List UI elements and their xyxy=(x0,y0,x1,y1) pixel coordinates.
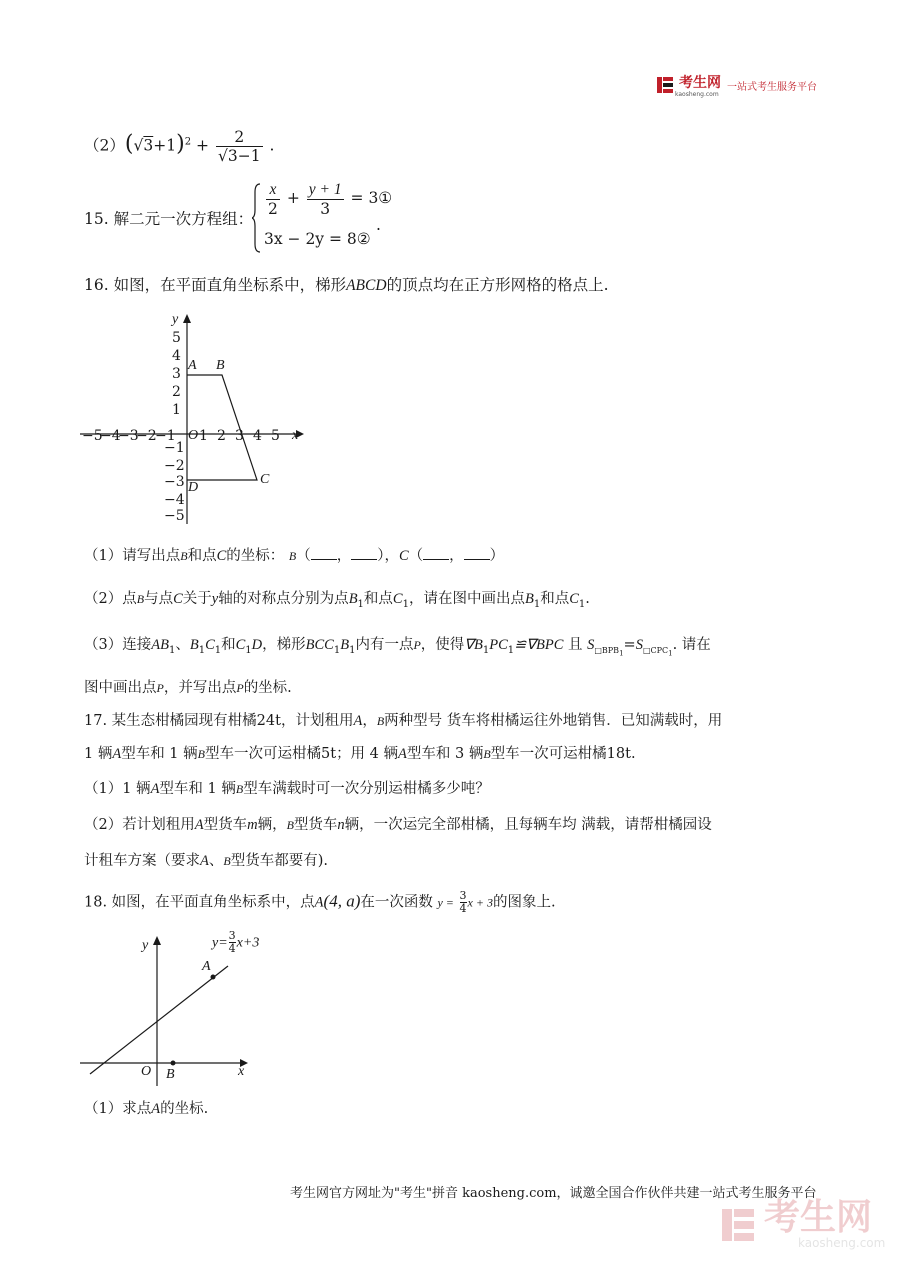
q18-stem: 18. 如图，在平面直角坐标系中，点A(4, a)在一次函数 y = $\frac{3}{4}$ x + 3的图象上. xyxy=(84,889,556,915)
watermark-name: 考生网 xyxy=(764,1197,873,1238)
g16-ytick: −1 xyxy=(164,440,185,456)
g16-xtick: 4 xyxy=(253,428,262,444)
g16-ytick: 4 xyxy=(172,348,181,364)
g18-point-A: A xyxy=(202,959,211,974)
g18-function-label: y= $\frac{3}{4}$ x+3 xyxy=(212,929,260,955)
header-slogan: 一站式考生服务平台 xyxy=(727,81,817,93)
q17-part2-line2: 计租车方案（要求A、B型货车都要有). xyxy=(84,853,328,869)
g18-point-B: B xyxy=(166,1067,175,1082)
g16-xtick: −3 xyxy=(118,428,139,444)
g16-y-label: y xyxy=(172,312,179,327)
g16-xtick: −1 xyxy=(155,428,176,444)
g16-ytick: −3 xyxy=(164,474,185,490)
q17-line1: 17. 某生态柑橘园现有柑橘24t，计划租用A，B两种型号 货车将柑橘运往外地销售．已知满载时，用 xyxy=(84,713,723,729)
q16-part1: （1）请写出点B和点C的坐标： B（ ， ），C（ ， ） xyxy=(84,545,504,567)
q14-part2: $(2)(√3+1)^2$ + $\frac{2}{√3-1}$ . xyxy=(84,128,275,165)
g16-point-D: D xyxy=(188,480,199,495)
q16-graph-labels xyxy=(78,310,310,528)
watermark-domain: kaosheng.com xyxy=(798,1236,886,1250)
watermark xyxy=(718,1197,886,1250)
g16-xtick: 2 xyxy=(217,428,226,444)
g16-xtick: 3 xyxy=(235,428,244,444)
g18-origin: O xyxy=(141,1064,152,1079)
brace-icon xyxy=(252,182,262,254)
g16-xtick: 1 xyxy=(199,428,208,444)
logo-domain: kaosheng.com xyxy=(675,91,719,98)
g16-x-label: x xyxy=(292,428,299,443)
g16-point-A: A xyxy=(188,358,197,373)
g16-point-B: B xyxy=(216,358,225,373)
g16-ytick: 3 xyxy=(172,366,181,382)
q16-part2: （2）点B与点C关于y轴的对称点分别为点$B_1$和点$C_1$，请在图中画出点$B_1$和点$C_1$. xyxy=(84,591,590,610)
g16-xtick: 5 xyxy=(271,428,280,444)
q17-line2: 1 辆A型车和 1 辆B型车一次可运柑橘5t；用 4 辆A型车和 3 辆B型车一次可运柑橘18t. xyxy=(84,746,636,762)
page-footer: 考生网官方网址为"考生"拼音 kaosheng.com，诚邀全国合作伙伴共建一站式考生服务平台 xyxy=(290,1186,817,1201)
logo-name: 考生网 xyxy=(679,75,721,91)
g16-point-C: C xyxy=(260,472,270,487)
q16-part3-line2: 图中画出点P，并写出点P的坐标. xyxy=(84,680,292,696)
q18-graph-labels xyxy=(78,928,278,1088)
g18-x-label: x xyxy=(238,1064,245,1079)
kaosheng-logo-icon xyxy=(655,75,675,95)
g16-xtick: −5 xyxy=(82,428,103,444)
q15: 15. 解二元一次方程组： xyxy=(84,210,254,228)
header-logo xyxy=(655,72,817,98)
watermark-logo-icon xyxy=(718,1205,758,1245)
g16-xtick: −2 xyxy=(136,428,157,444)
g16-ytick: 2 xyxy=(172,384,181,400)
q16-stem: 16. 如图，在平面直角坐标系中，梯形ABCD的顶点均在正方形网格的格点上. xyxy=(84,276,609,294)
g16-origin: O xyxy=(188,428,199,443)
q18-part1: （1）求点A的坐标. xyxy=(84,1101,209,1117)
g16-ytick: 5 xyxy=(172,330,181,346)
q16-part3: （3）连接$AB_1$、$B_1C_1$和$C_1D$，梯形$BCC_1B_1$内有一点P，使得$\nabla B_1PC_1≌\nabla BPC$ 且 $S_{□BPB_1}=S_{□CPC_1}$. 请在 xyxy=(84,637,711,658)
q17-part2: （2）若计划租用A型货车m辆，B型货车n辆，一次运完全部柑橘，且每辆车均 满载，请帮柑橘园设 xyxy=(84,817,712,833)
g16-ytick: 1 xyxy=(172,402,181,418)
q17-part1: （1）1 辆A型车和 1 辆B型车满载时可一次分别运柑橘多少吨？ xyxy=(84,781,490,797)
g16-ytick: −5 xyxy=(164,508,185,524)
g16-ytick: −4 xyxy=(164,492,185,508)
q14-fraction: $\frac{2}{√3-1}$ xyxy=(217,128,261,165)
g18-y-label: y xyxy=(142,938,149,953)
g16-ytick: −2 xyxy=(164,458,185,474)
g16-xtick: −4 xyxy=(100,428,121,444)
